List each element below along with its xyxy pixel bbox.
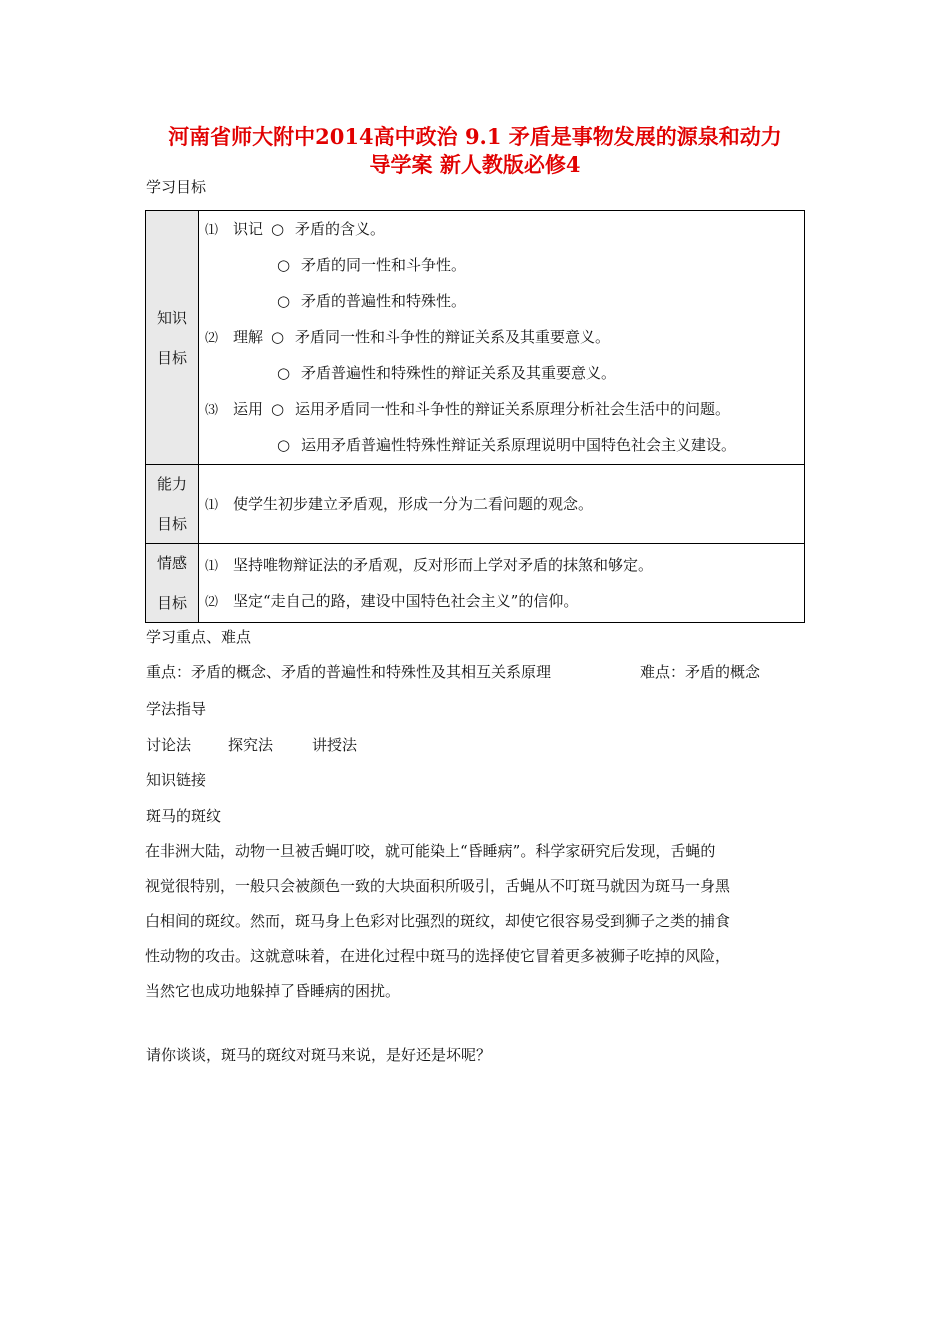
knowledge-item: ○ 运用矛盾普遍性特殊性辩证关系原理说明中国特色社会主义建设。 xyxy=(199,427,804,463)
method-1: 讨论法 xyxy=(146,736,192,754)
circle-icon: ○ xyxy=(271,220,285,238)
emotion-label-cell xyxy=(146,544,199,623)
emotion-content-cell xyxy=(199,544,805,623)
emotion-item: ⑴ 坚持唯物辩证法的矛盾观，反对形而上学对矛盾的抹煞和够定。 xyxy=(205,556,654,574)
knowledge-label-b: 目标 xyxy=(156,348,187,367)
key-point-difficulty: 难点：矛盾的概念 xyxy=(640,663,761,681)
section-objectives: 学习目标 xyxy=(146,178,207,196)
circle-icon: ○ xyxy=(277,436,291,454)
circle-icon: ○ xyxy=(271,400,285,418)
knowledge-item: ⑶ 运用 ○ 运用矛盾同一性和斗争性的辩证关系原理分析社会生活中的问题。 xyxy=(199,391,804,427)
knowledge-label-a: 知识 xyxy=(156,308,187,327)
story-line: 在非洲大陆，动物一旦被舌蝇叮咬，就可能染上“昏睡病”。科学家研究后发现，舌蝇的 xyxy=(145,842,716,860)
ability-item: ⑴ 使学生初步建立矛盾观，形成一分为二看问题的观念。 xyxy=(205,495,594,513)
page-title xyxy=(0,123,950,179)
story-line: 性动物的攻击。这就意味着，在进化过程中斑马的选择使它冒着更多被狮子吃掉的风险， xyxy=(145,947,731,965)
section-key-points: 学习重点、难点 xyxy=(146,628,252,646)
knowledge-item: ○ 矛盾的普遍性和特殊性。 xyxy=(199,283,804,319)
story-line: 视觉很特别，一般只会被颜色一致的大块面积所吸引，舌蝇从不叮斑马就因为斑马一身黑 xyxy=(145,877,731,895)
knowledge-item: ⑴ 识记 ○ 矛盾的含义。 xyxy=(199,211,804,247)
story-title: 斑马的斑纹 xyxy=(146,807,222,825)
objectives-table xyxy=(145,210,805,623)
story-line: 当然它也成功地躲掉了昏睡病的困扰。 xyxy=(145,982,401,1000)
circle-icon: ○ xyxy=(277,256,291,274)
method-3: 讲授法 xyxy=(312,736,358,754)
knowledge-item: ⑵ 理解 ○ 矛盾同一性和斗争性的辩证关系及其重要意义。 xyxy=(199,319,804,355)
emotion-label-b: 目标 xyxy=(156,594,187,612)
knowledge-item: ○ 矛盾的同一性和斗争性。 xyxy=(199,247,804,283)
title-line-2: 导学案 新人教版必修4 xyxy=(369,152,581,177)
story-line: 白相间的斑纹。然而，斑马身上色彩对比强烈的斑纹，却使它很容易受到狮子之类的捕食 xyxy=(145,912,731,930)
knowledge-label-cell xyxy=(146,211,199,465)
ability-content-cell xyxy=(199,465,805,544)
section-link: 知识链接 xyxy=(146,771,207,789)
ability-label-a: 能力 xyxy=(156,475,187,493)
section-method: 学法指导 xyxy=(146,700,207,718)
emotion-label-a: 情感 xyxy=(156,554,187,572)
circle-icon: ○ xyxy=(277,364,291,382)
story-body xyxy=(145,834,805,1009)
story-question: 请你谈谈，斑马的斑纹对斑马来说，是好还是坏呢？ xyxy=(146,1046,492,1064)
ability-label-b: 目标 xyxy=(156,515,187,533)
ability-label-cell xyxy=(146,465,199,544)
title-line-1: 河南省师大附中2014高中政治 9.1 矛盾是事物发展的源泉和动力 xyxy=(168,124,782,149)
key-point-focus: 重点：矛盾的概念、矛盾的普遍性和特殊性及其相互关系原理 xyxy=(146,663,552,681)
circle-icon: ○ xyxy=(271,328,285,346)
emotion-item: ⑵ 坚定“走自己的路，建设中国特色社会主义”的信仰。 xyxy=(205,592,579,610)
knowledge-content-cell xyxy=(199,211,805,465)
knowledge-item: ○ 矛盾普遍性和特殊性的辩证关系及其重要意义。 xyxy=(199,355,804,391)
circle-icon: ○ xyxy=(277,292,291,310)
method-2: 探究法 xyxy=(228,736,274,754)
